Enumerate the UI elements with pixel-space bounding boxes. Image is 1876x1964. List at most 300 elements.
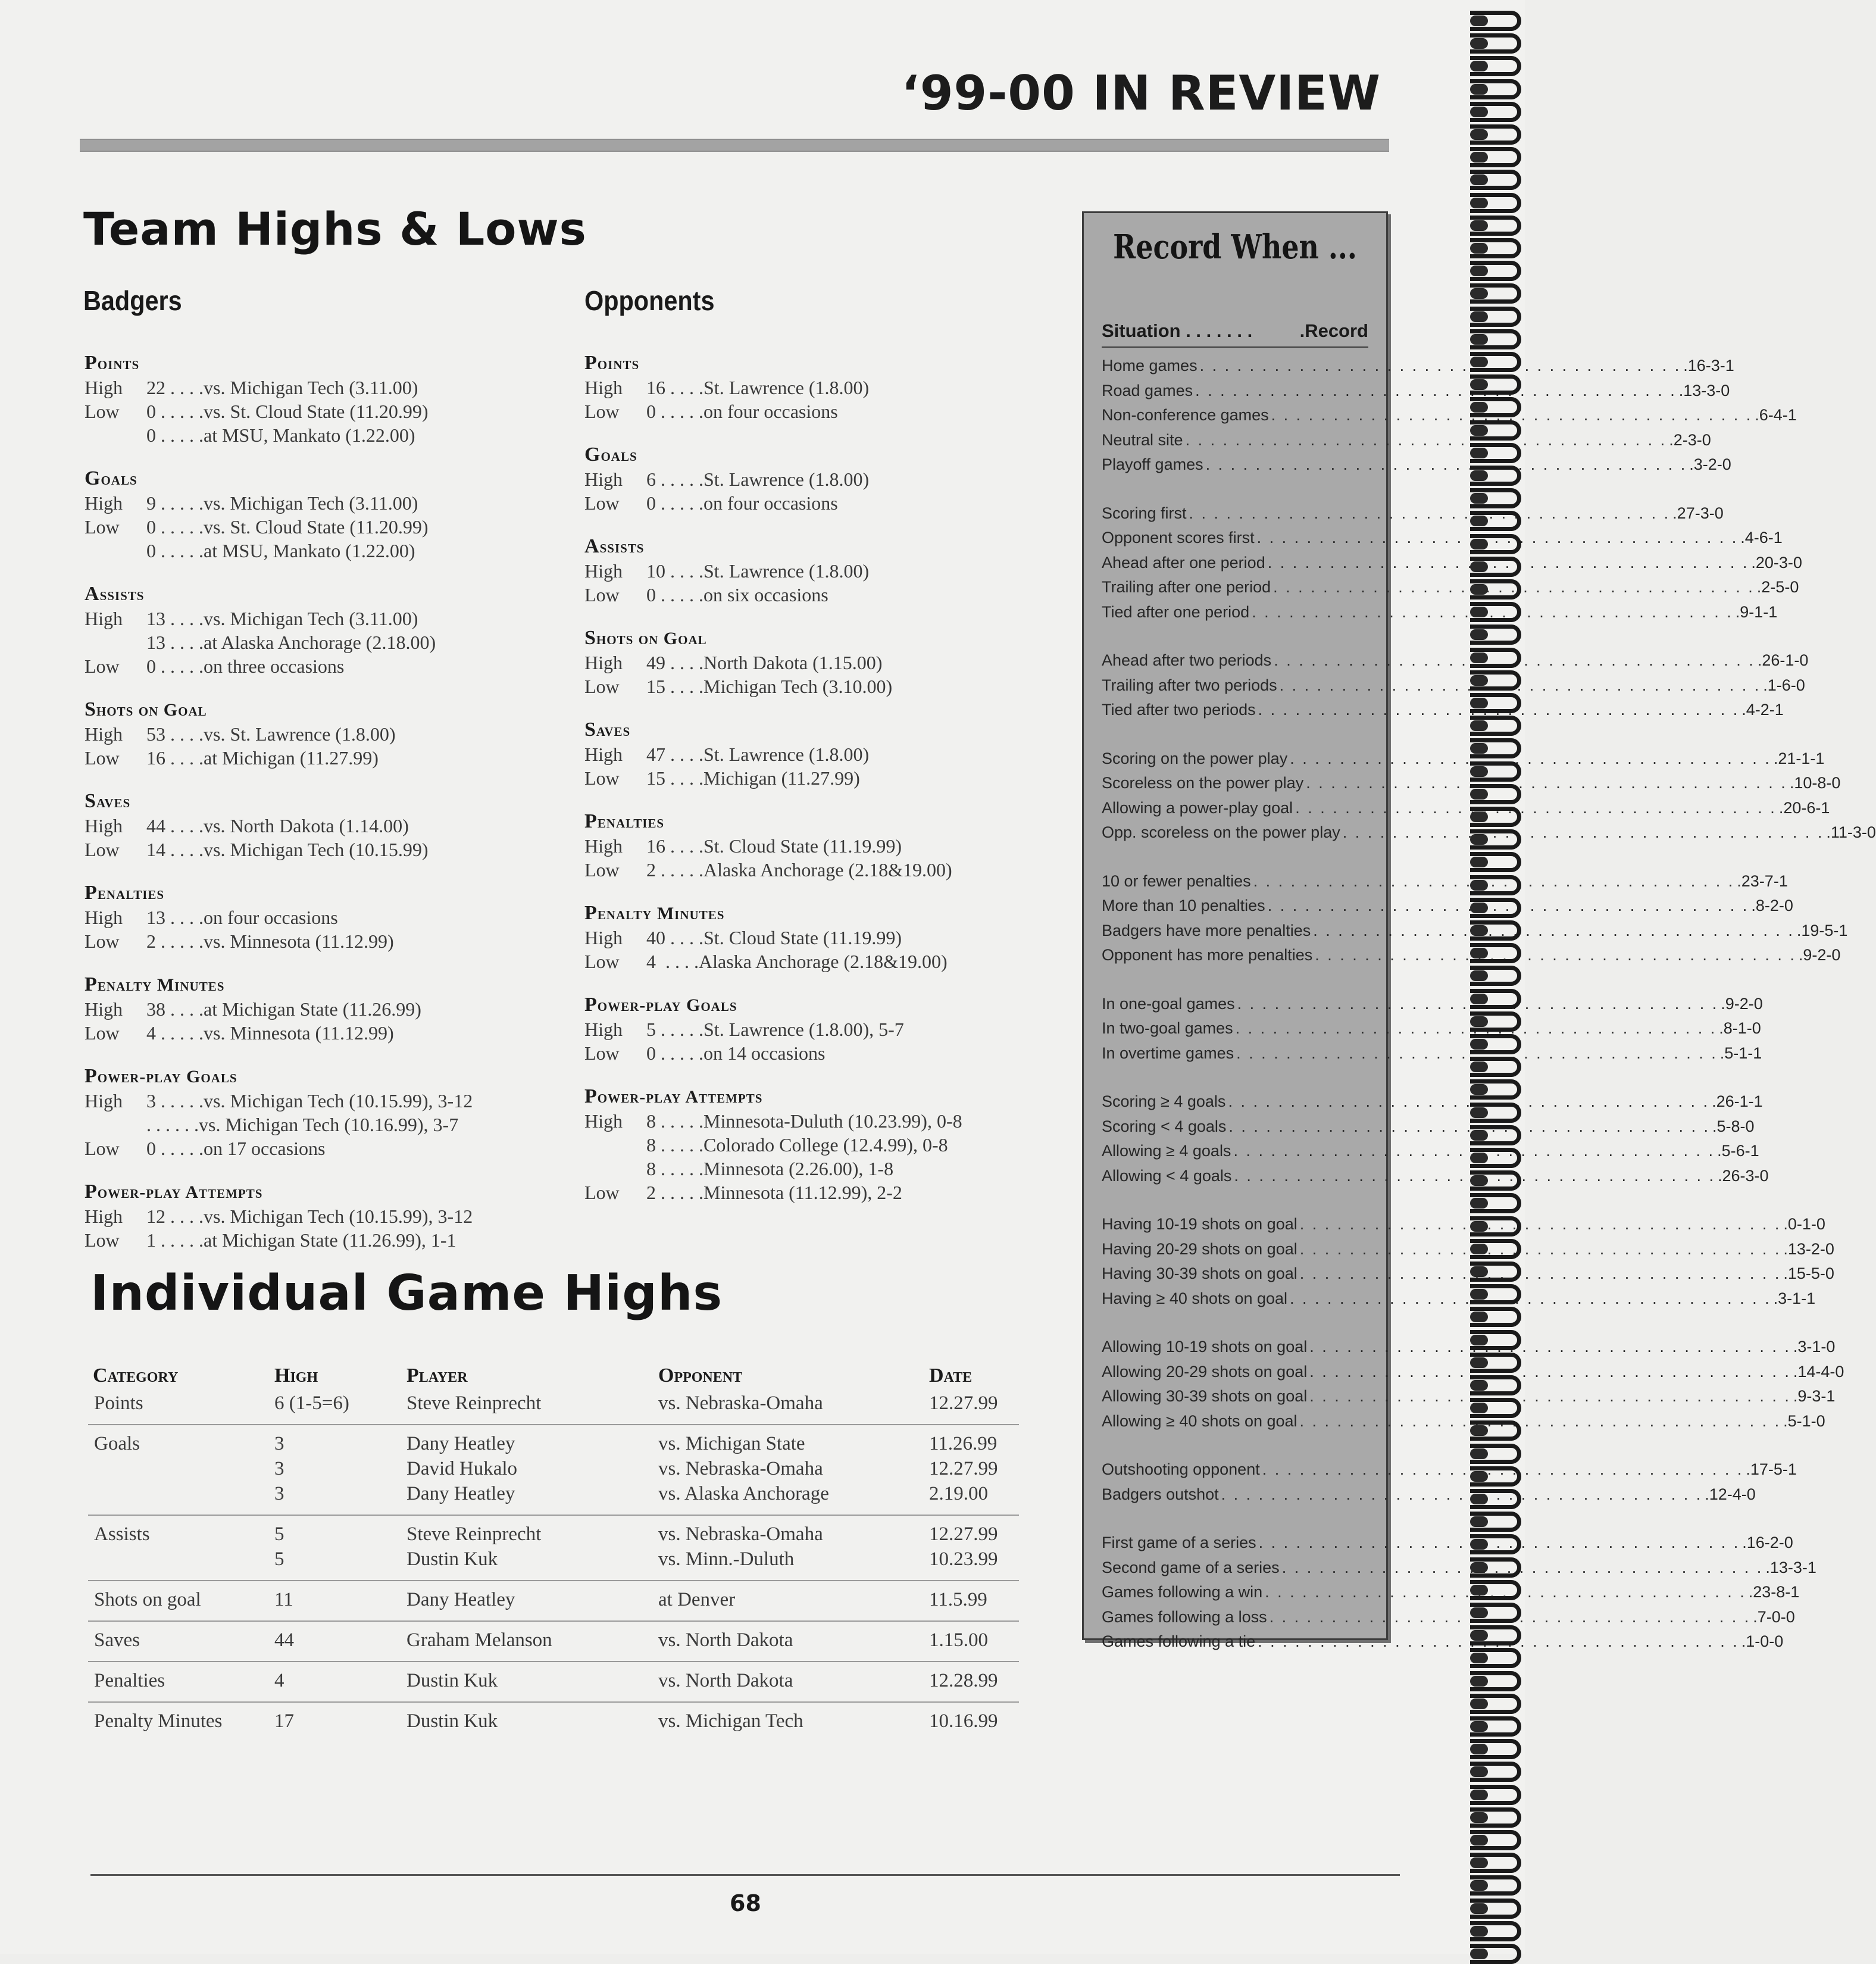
binding-coil bbox=[1470, 966, 1521, 986]
record-value: .5-6-1 bbox=[1717, 1142, 1759, 1160]
record-row bbox=[1102, 1409, 1825, 1434]
record-value: .10-8-0 bbox=[1789, 774, 1841, 792]
binding-coil bbox=[1470, 1011, 1521, 1032]
cell-opponent: vs. Michigan Tech bbox=[658, 1710, 803, 1732]
record-group bbox=[1102, 1531, 1816, 1654]
cell-date: 12.28.99 bbox=[929, 1669, 998, 1691]
table-row bbox=[88, 1587, 1019, 1612]
record-situation: Games following a loss bbox=[1102, 1607, 1267, 1626]
record-leader-dots bbox=[1287, 1289, 1774, 1308]
record-row bbox=[1102, 1212, 1825, 1237]
cell-opponent: vs. Michigan State bbox=[658, 1432, 805, 1454]
binding-coil bbox=[1470, 943, 1521, 963]
stat-row bbox=[584, 1181, 1049, 1204]
stat-row bbox=[85, 515, 549, 539]
record-group bbox=[1102, 747, 1876, 845]
stat-row bbox=[584, 742, 1049, 766]
binding-coil bbox=[1470, 1875, 1521, 1896]
binding-coil bbox=[1470, 283, 1521, 304]
record-group bbox=[1102, 1212, 1834, 1311]
record-value: .12-4-0 bbox=[1705, 1485, 1756, 1503]
record-leader-dots bbox=[1293, 799, 1779, 817]
binding-coil bbox=[1470, 1694, 1521, 1714]
record-value: .4-2-1 bbox=[1741, 701, 1784, 719]
record-leader-dots bbox=[1187, 504, 1673, 523]
stat-value: 14 . . . .vs. Michigan Tech (10.15.99) bbox=[146, 839, 429, 860]
record-group bbox=[1102, 648, 1809, 723]
stat-value: 0 . . . . .vs. St. Cloud State (11.20.99) bbox=[146, 516, 429, 538]
stat-label: High bbox=[85, 815, 123, 836]
record-row bbox=[1102, 354, 1734, 379]
cell-high: 17 bbox=[274, 1710, 294, 1732]
record-value: .17-5-1 bbox=[1746, 1460, 1797, 1479]
table-row bbox=[88, 1431, 1019, 1456]
binding-coil bbox=[1470, 625, 1521, 645]
stat-label: Low bbox=[85, 1138, 120, 1159]
stat-label: Low bbox=[584, 767, 620, 789]
record-row bbox=[1102, 1457, 1797, 1482]
stat-label: High bbox=[584, 469, 623, 490]
record-leader-dots bbox=[1183, 431, 1669, 449]
stat-row bbox=[584, 376, 1049, 399]
record-value: .4-6-1 bbox=[1740, 529, 1783, 547]
binding-coil bbox=[1470, 56, 1521, 76]
record-row bbox=[1102, 1605, 1795, 1630]
cell-category: Penalties bbox=[94, 1669, 165, 1691]
stat-category: Penalties bbox=[584, 810, 665, 832]
stat-label: High bbox=[85, 1090, 123, 1111]
binding-coil bbox=[1470, 216, 1521, 236]
opponents-heading: Opponents bbox=[584, 285, 715, 316]
record-situation: In one-goal games bbox=[1102, 994, 1235, 1013]
record-value: .26-1-0 bbox=[1757, 651, 1809, 670]
record-value: .3-2-0 bbox=[1689, 455, 1731, 474]
cell-high: 3 bbox=[274, 1482, 284, 1504]
stat-category: Goals bbox=[584, 444, 637, 466]
stat-label: Low bbox=[85, 1022, 120, 1044]
table-row bbox=[88, 1456, 1019, 1481]
record-leader-dots bbox=[1193, 382, 1679, 400]
record-situation: Scoreless on the power play bbox=[1102, 774, 1304, 792]
stat-value: 9 . . . . .vs. Michigan Tech (3.11.00) bbox=[146, 492, 418, 514]
stat-row bbox=[584, 950, 1049, 973]
record-group bbox=[1102, 354, 1797, 477]
record-row bbox=[1102, 919, 1848, 944]
binding-coil bbox=[1470, 170, 1521, 190]
cell-category: Shots on goal bbox=[94, 1588, 201, 1610]
stat-row bbox=[584, 559, 1049, 583]
stat-row bbox=[85, 399, 549, 423]
record-value: .2-5-0 bbox=[1756, 578, 1799, 597]
stat-group bbox=[85, 467, 549, 563]
binding-coil bbox=[1470, 1420, 1521, 1441]
binding-coil bbox=[1470, 329, 1521, 349]
binding-coil bbox=[1470, 1353, 1521, 1373]
stat-value: 16 . . . .at Michigan (11.27.99) bbox=[146, 747, 379, 769]
binding-coil bbox=[1470, 1899, 1521, 1919]
stat-row bbox=[584, 1017, 1049, 1041]
stat-label: High bbox=[584, 1110, 623, 1132]
stat-value: 15 . . . .Michigan Tech (3.10.00) bbox=[646, 676, 893, 697]
record-value: .9-2-0 bbox=[1721, 994, 1763, 1013]
record-value: .9-3-1 bbox=[1793, 1387, 1836, 1406]
page-number: 68 bbox=[730, 1890, 761, 1916]
table-group bbox=[88, 1387, 1019, 1425]
cell-date: 12.27.99 bbox=[929, 1392, 998, 1414]
binding-coil bbox=[1470, 1375, 1521, 1395]
stat-label bbox=[85, 539, 146, 563]
stat-group bbox=[584, 1085, 1049, 1204]
stat-value: 0 . . . . .on 17 occasions bbox=[146, 1138, 326, 1159]
stat-category: Power-play Attempts bbox=[85, 1181, 263, 1203]
record-situation: Neutral site bbox=[1102, 430, 1183, 449]
record-row bbox=[1102, 379, 1730, 404]
col-category: Category bbox=[93, 1365, 179, 1387]
stat-value: 0 . . . . .at MSU, Mankato (1.22.00) bbox=[146, 540, 415, 561]
record-value: .11-3-0 bbox=[1826, 823, 1876, 842]
stat-value: 5 . . . . .St. Lawrence (1.8.00), 5-7 bbox=[646, 1019, 904, 1040]
sidebar-title: Record When ... bbox=[1113, 227, 1357, 267]
stat-label: Low bbox=[85, 931, 120, 952]
stat-row bbox=[85, 1228, 549, 1252]
record-value: .5-1-0 bbox=[1783, 1412, 1825, 1430]
stat-row bbox=[584, 766, 1049, 790]
record-situation: In two-goal games bbox=[1102, 1019, 1233, 1038]
stat-value: 15 . . . .Michigan (11.27.99) bbox=[646, 767, 860, 789]
record-row bbox=[1102, 1237, 1834, 1262]
binding-coil bbox=[1470, 579, 1521, 599]
stat-category: Points bbox=[85, 352, 140, 374]
record-row bbox=[1102, 1482, 1756, 1507]
stat-group bbox=[584, 718, 1049, 790]
stat-value: 0 . . . . .on four occasions bbox=[646, 492, 838, 514]
record-value: .3-1-0 bbox=[1793, 1338, 1836, 1356]
stat-row bbox=[584, 1157, 1049, 1181]
stat-value: 3 . . . . .vs. Michigan Tech (10.15.99), 3-12 bbox=[146, 1090, 473, 1111]
binding-coil bbox=[1470, 1034, 1521, 1054]
stat-value: 8 . . . . .Minnesota-Duluth (10.23.99), 0-8 bbox=[646, 1110, 962, 1132]
stat-category: Assists bbox=[85, 583, 145, 605]
stat-label: Low bbox=[584, 676, 620, 697]
cell-opponent: at Denver bbox=[658, 1588, 736, 1610]
record-row bbox=[1102, 648, 1809, 673]
stat-row bbox=[584, 675, 1049, 698]
binding-coil bbox=[1470, 693, 1521, 713]
cell-opponent: vs. Nebraska-Omaha bbox=[658, 1392, 823, 1414]
record-leader-dots bbox=[1297, 1412, 1784, 1431]
record-row bbox=[1102, 551, 1802, 576]
binding-coil bbox=[1470, 1762, 1521, 1782]
binding-coil bbox=[1470, 307, 1521, 327]
binding-coil bbox=[1470, 1625, 1521, 1645]
binding-coil bbox=[1470, 11, 1521, 31]
stat-label: Low bbox=[85, 839, 120, 860]
record-situation: Having ≥ 40 shots on goal bbox=[1102, 1289, 1288, 1307]
stat-row bbox=[584, 834, 1049, 858]
binding-coil bbox=[1470, 1557, 1521, 1578]
sidebar-header-situation: Situation . . . . . . . bbox=[1102, 320, 1253, 341]
stat-value: 0 . . . . .on six occasions bbox=[646, 584, 828, 605]
record-row bbox=[1102, 1139, 1759, 1164]
binding-coil bbox=[1470, 1534, 1521, 1554]
binding-coil bbox=[1470, 648, 1521, 668]
stat-row bbox=[584, 1041, 1049, 1065]
record-leader-dots bbox=[1340, 823, 1827, 842]
stat-category: Goals bbox=[85, 467, 137, 489]
cell-high: 6 (1-5=6) bbox=[274, 1392, 349, 1414]
binding-coil bbox=[1470, 989, 1521, 1009]
record-value: .16-3-1 bbox=[1683, 357, 1734, 375]
binding-coil bbox=[1470, 1216, 1521, 1237]
binding-coil bbox=[1470, 557, 1521, 577]
record-situation: Tied after one period bbox=[1102, 602, 1250, 621]
stat-value: 40 . . . .St. Cloud State (11.19.99) bbox=[646, 927, 902, 948]
col-opponent: Opponent bbox=[658, 1365, 743, 1387]
stat-group bbox=[85, 789, 549, 861]
stat-label: Low bbox=[584, 401, 620, 422]
binding-coil bbox=[1470, 1944, 1521, 1964]
record-leader-dots bbox=[1303, 774, 1790, 792]
cell-category: Saves bbox=[94, 1629, 140, 1651]
stat-value: 13 . . . .at Alaska Anchorage (2.18.00) bbox=[146, 632, 436, 653]
binding-coil bbox=[1470, 261, 1521, 281]
binding-coil bbox=[1470, 1330, 1521, 1350]
record-leader-dots bbox=[1297, 1215, 1784, 1234]
stat-row bbox=[584, 651, 1049, 675]
record-row bbox=[1102, 673, 1805, 698]
stat-group bbox=[584, 535, 1049, 607]
stat-label: High bbox=[584, 927, 623, 948]
record-row bbox=[1102, 1114, 1755, 1139]
record-when-sidebar bbox=[1082, 211, 1876, 1651]
record-situation: Having 20-29 shots on goal bbox=[1102, 1239, 1297, 1258]
col-high: High bbox=[274, 1365, 318, 1387]
record-leader-dots bbox=[1311, 922, 1797, 940]
stat-value: 0 . . . . .on three occasions bbox=[146, 655, 345, 677]
stat-group bbox=[85, 1064, 549, 1160]
record-row bbox=[1102, 1287, 1816, 1312]
record-leader-dots bbox=[1312, 946, 1799, 964]
record-row bbox=[1102, 1089, 1763, 1114]
stat-group bbox=[584, 993, 1049, 1065]
record-row bbox=[1102, 992, 1763, 1017]
stat-label: Low bbox=[584, 951, 620, 972]
binding-coil bbox=[1470, 1398, 1521, 1418]
binding-coil bbox=[1470, 920, 1521, 941]
stat-value: 0 . . . . .on four occasions bbox=[646, 401, 838, 422]
stat-group bbox=[584, 443, 1049, 515]
record-row bbox=[1102, 1556, 1816, 1581]
binding-coil bbox=[1470, 466, 1521, 486]
stat-label: Low bbox=[584, 492, 620, 514]
cell-category: Assists bbox=[94, 1523, 150, 1545]
record-situation: Scoring < 4 goals bbox=[1102, 1117, 1227, 1135]
stat-row bbox=[85, 838, 549, 861]
stat-label: Low bbox=[85, 747, 120, 769]
stat-row bbox=[584, 926, 1049, 950]
binding-coil bbox=[1470, 1148, 1521, 1168]
cell-opponent: vs. Alaska Anchorage bbox=[658, 1482, 829, 1504]
record-leader-dots bbox=[1203, 455, 1690, 474]
cell-player: Dustin Kuk bbox=[407, 1710, 498, 1732]
stat-value: 4 . . . . .vs. Minnesota (11.12.99) bbox=[146, 1022, 394, 1044]
binding-coil bbox=[1470, 33, 1521, 54]
stat-value: 44 . . . .vs. North Dakota (1.14.00) bbox=[146, 815, 409, 836]
stat-group bbox=[85, 582, 549, 678]
stat-row bbox=[85, 997, 549, 1021]
record-row bbox=[1102, 1360, 1844, 1385]
table-group bbox=[88, 1425, 1019, 1516]
record-value: .13-3-0 bbox=[1678, 381, 1730, 399]
record-row bbox=[1102, 771, 1841, 796]
individual-section-title: Individual Game Highs bbox=[90, 1265, 723, 1322]
binding-coil bbox=[1470, 1057, 1521, 1077]
stat-row bbox=[584, 491, 1049, 515]
stat-group bbox=[584, 351, 1049, 423]
binding-coil bbox=[1470, 761, 1521, 782]
stat-value: 6 . . . . .St. Lawrence (1.8.00) bbox=[646, 469, 870, 490]
col-date: Date bbox=[929, 1365, 973, 1387]
record-value: .26-1-1 bbox=[1712, 1092, 1763, 1111]
stat-value: 16 . . . .St. Cloud State (11.19.99) bbox=[646, 835, 902, 857]
record-situation: Tied after two periods bbox=[1102, 701, 1256, 719]
record-situation: Scoring ≥ 4 goals bbox=[1102, 1092, 1226, 1111]
record-row bbox=[1102, 796, 1830, 821]
record-leader-dots bbox=[1307, 1387, 1793, 1406]
binding-coil bbox=[1470, 784, 1521, 804]
record-situation: Having 10-19 shots on goal bbox=[1102, 1215, 1297, 1234]
record-row bbox=[1102, 1384, 1836, 1409]
cell-player: Dustin Kuk bbox=[407, 1669, 498, 1691]
cell-category: Points bbox=[94, 1392, 143, 1414]
binding-coil bbox=[1470, 511, 1521, 531]
stat-label: High bbox=[584, 560, 623, 582]
stat-row bbox=[85, 607, 549, 630]
table-row bbox=[88, 1522, 1019, 1547]
stat-label: High bbox=[85, 907, 123, 928]
record-value: .1-0-0 bbox=[1741, 1632, 1784, 1651]
stat-label: High bbox=[85, 608, 123, 629]
stat-category: Saves bbox=[85, 790, 131, 812]
stat-category: Power-play Goals bbox=[85, 1065, 237, 1087]
stat-label bbox=[85, 1113, 146, 1136]
binding-coil bbox=[1470, 852, 1521, 872]
stat-value: 0 . . . . .at MSU, Mankato (1.22.00) bbox=[146, 424, 415, 446]
stat-value: 49 . . . .North Dakota (1.15.00) bbox=[646, 652, 883, 673]
stat-label: Low bbox=[85, 516, 120, 538]
stat-value: 2 . . . . .Minnesota (11.12.99), 2-2 bbox=[646, 1182, 902, 1203]
stat-group bbox=[85, 1180, 549, 1252]
record-row bbox=[1102, 1016, 1761, 1041]
binding-coil bbox=[1470, 238, 1521, 258]
record-situation: Allowing 10-19 shots on goal bbox=[1102, 1338, 1308, 1356]
stat-category: Saves bbox=[584, 719, 631, 741]
record-value: .19-5-1 bbox=[1796, 921, 1848, 939]
record-row bbox=[1102, 1164, 1769, 1189]
stat-label: Low bbox=[584, 1182, 620, 1203]
individual-highs-table bbox=[88, 1357, 1019, 1742]
stat-label: High bbox=[584, 1019, 623, 1040]
record-row bbox=[1102, 1629, 1784, 1654]
binding-coil bbox=[1470, 1079, 1521, 1100]
stat-label: High bbox=[85, 998, 123, 1020]
record-row bbox=[1102, 575, 1799, 600]
spiral-binding bbox=[1470, 0, 1525, 1954]
stat-group bbox=[584, 810, 1049, 882]
header-rule bbox=[80, 139, 1389, 152]
binding-coil bbox=[1470, 1466, 1521, 1487]
cell-date: 12.27.99 bbox=[929, 1457, 998, 1479]
binding-coil bbox=[1470, 1284, 1521, 1304]
cell-high: 5 bbox=[274, 1548, 284, 1570]
binding-coil bbox=[1470, 1921, 1521, 1941]
record-situation: Games following a tie bbox=[1102, 1632, 1256, 1651]
stat-label bbox=[85, 630, 146, 654]
table-row bbox=[88, 1547, 1019, 1572]
record-leader-dots bbox=[1297, 1264, 1784, 1283]
record-situation: Ahead after one period bbox=[1102, 553, 1265, 572]
stat-row bbox=[85, 539, 549, 563]
record-group bbox=[1102, 869, 1848, 968]
table-group bbox=[88, 1581, 1019, 1622]
stat-value: 1 . . . . .at Michigan State (11.26.99), 1-1 bbox=[146, 1229, 457, 1251]
stat-row bbox=[85, 929, 549, 953]
stat-row bbox=[85, 905, 549, 929]
binding-coil bbox=[1470, 1716, 1521, 1737]
stat-row bbox=[85, 1089, 549, 1113]
record-value: .20-6-1 bbox=[1778, 798, 1830, 817]
stat-label: Low bbox=[584, 859, 620, 880]
binding-coil bbox=[1470, 147, 1521, 167]
record-situation: Trailing after two periods bbox=[1102, 676, 1277, 694]
stat-label: High bbox=[584, 835, 623, 857]
record-situation: Playoff games bbox=[1102, 455, 1203, 474]
cell-date: 2.19.00 bbox=[929, 1482, 988, 1504]
stat-group bbox=[85, 881, 549, 953]
cell-player: Dustin Kuk bbox=[407, 1548, 498, 1570]
record-situation: Ahead after two periods bbox=[1102, 651, 1272, 670]
stat-row bbox=[584, 467, 1049, 491]
binding-coil bbox=[1470, 397, 1521, 417]
col-player: Player bbox=[407, 1365, 468, 1387]
table-group bbox=[88, 1662, 1019, 1703]
cell-high: 11 bbox=[274, 1588, 293, 1610]
record-row bbox=[1102, 1335, 1836, 1360]
cell-player: David Hukalo bbox=[407, 1457, 518, 1479]
record-value: .13-3-1 bbox=[1765, 1558, 1816, 1576]
record-situation: More than 10 penalties bbox=[1102, 897, 1265, 915]
cell-high: 3 bbox=[274, 1457, 284, 1479]
table-row bbox=[88, 1628, 1019, 1653]
cell-player: Dany Heatley bbox=[407, 1588, 515, 1610]
stat-category: Penalty Minutes bbox=[85, 973, 225, 995]
record-situation: Allowing a power-play goal bbox=[1102, 798, 1293, 817]
record-row bbox=[1102, 1262, 1834, 1287]
binding-coil bbox=[1470, 875, 1521, 895]
stat-label: High bbox=[85, 723, 123, 745]
table-row bbox=[88, 1391, 1019, 1416]
record-situation: Outshooting opponent bbox=[1102, 1460, 1260, 1479]
record-leader-dots bbox=[1225, 1092, 1712, 1111]
sidebar-header-record: .Record bbox=[1299, 320, 1368, 341]
record-row bbox=[1102, 452, 1731, 477]
stat-group bbox=[85, 973, 549, 1045]
stat-row bbox=[85, 1113, 549, 1136]
record-row bbox=[1102, 403, 1797, 428]
stat-row bbox=[85, 746, 549, 770]
binding-coil bbox=[1470, 829, 1521, 850]
record-value: .6-4-1 bbox=[1755, 406, 1797, 424]
